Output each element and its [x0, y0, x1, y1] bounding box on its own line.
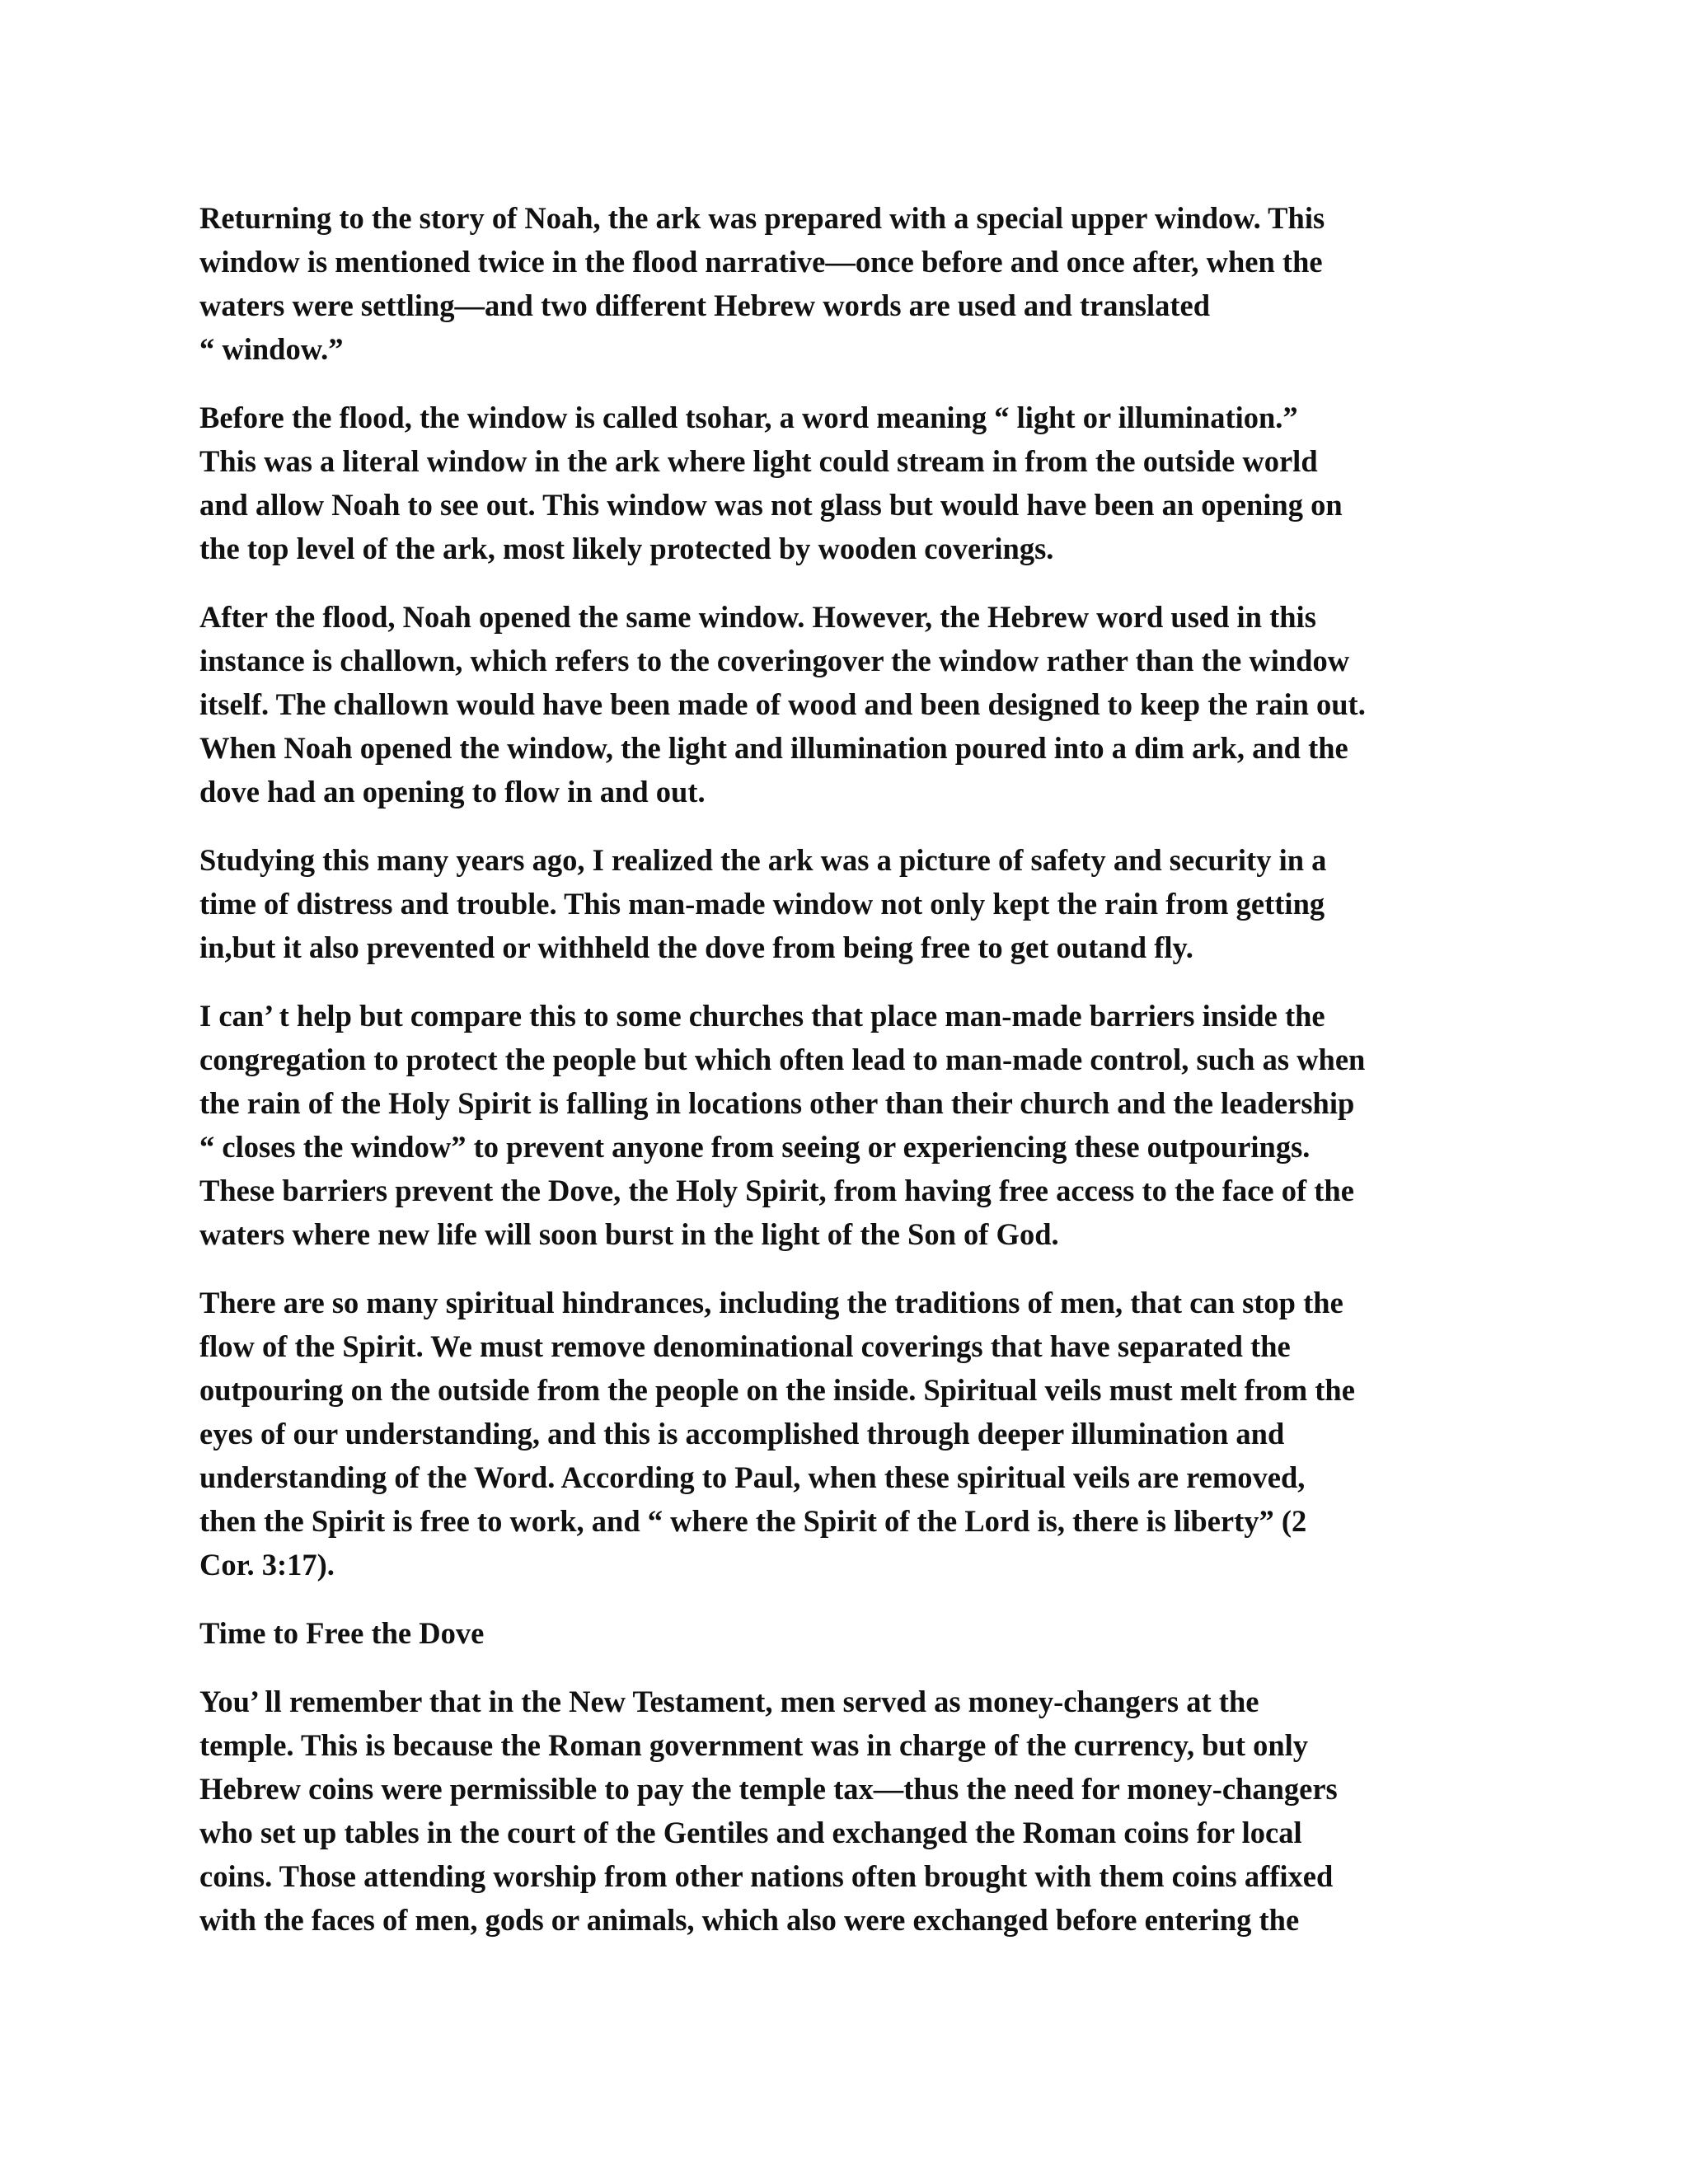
text-line: the rain of the Holy Spirit is falling in locations other than their church and the leadership: [199, 1086, 1355, 1120]
text-line: These barriers prevent the Dove, the Holy Spirit, from having free access to the face of the: [199, 1174, 1354, 1207]
text-line: After the flood, Noah opened the same window. However, the Hebrew word used in this: [199, 600, 1316, 634]
text-line: instance is challown, which refers to the coveringover the window rather than the window: [199, 644, 1350, 677]
text-line: Hebrew coins were permissible to pay the temple tax—thus the need for money-changers: [199, 1772, 1338, 1806]
text-line: eyes of our understanding, and this is accomplished through deeper illumination and: [199, 1417, 1285, 1451]
text-line: who set up tables in the court of the Gentiles and exchanged the Roman coins for local: [199, 1816, 1302, 1849]
text-line: Cor. 3:17).: [199, 1548, 335, 1582]
paragraph-hindrances: [199, 1281, 1485, 1586]
text-line: “ window.”: [199, 332, 344, 366]
text-line: “ closes the window” to prevent anyone from seeing or experiencing these outpourings.: [199, 1130, 1311, 1164]
text-line: When Noah opened the window, the light and illumination poured into a dim ark, and the: [199, 731, 1348, 765]
text-line: coins. Those attending worship from other nations often brought with them coins affixed: [199, 1859, 1334, 1893]
text-line: outpouring on the outside from the people on the inside. Spiritual veils must melt from the: [199, 1373, 1355, 1407]
text-line: with the faces of men, gods or animals, which also were exchanged before entering the: [199, 1903, 1300, 1937]
text-line: then the Spirit is free to work, and “ where the Spirit of the Lord is, there is liberty” (2: [199, 1504, 1307, 1538]
text-line: and allow Noah to see out. This window was not glass but would have been an opening on: [199, 488, 1343, 522]
text-line: in,but it also prevented or withheld the dove from being free to get outand fly.: [199, 930, 1193, 964]
paragraph-upper-window: [199, 196, 1485, 371]
text-line: Studying this many years ago, I realized the ark was a picture of safety and security in a: [199, 843, 1327, 877]
paragraph-money-changers: [199, 1680, 1485, 1942]
text-line: temple. This is because the Roman government was in charge of the currency, but only: [199, 1728, 1309, 1762]
paragraph-tsohar: [199, 396, 1485, 570]
text-line: You’ ll remember that in the New Testament, men served as money-changers at the: [199, 1685, 1259, 1718]
text-line: dove had an opening to flow in and out.: [199, 775, 706, 808]
text-line: This was a literal window in the ark where light could stream in from the outside world: [199, 444, 1318, 478]
text-line: Before the flood, the window is called tsohar, a word meaning “ light or illumination.”: [199, 401, 1298, 434]
paragraph-churches: [199, 994, 1485, 1256]
text-line: There are so many spiritual hindrances, including the traditions of men, that can stop the: [199, 1286, 1343, 1319]
text-line: flow of the Spirit. We must remove denominational coverings that have separated the: [199, 1329, 1291, 1363]
paragraph-safety: [199, 838, 1485, 969]
page-content: [199, 196, 1485, 1966]
text-line: waters were settling—and two different Hebrew words are used and translated: [199, 288, 1211, 322]
text-line: time of distress and trouble. This man-made window not only kept the rain from getting: [199, 887, 1325, 921]
text-line: the top level of the ark, most likely protected by wooden coverings.: [199, 532, 1054, 565]
text-line: I can’ t help but compare this to some churches that place man-made barriers inside the: [199, 999, 1325, 1033]
paragraph-challown: [199, 595, 1485, 813]
text-line: waters where new life will soon burst in the light of the Son of God.: [199, 1217, 1059, 1251]
text-line: congregation to protect the people but which often lead to man-made control, such as when: [199, 1043, 1366, 1076]
section-heading: Time to Free the Dove: [199, 1616, 485, 1650]
text-line: itself. The challown would have been made of wood and been designed to keep the rain out.: [199, 687, 1366, 721]
text-line: understanding of the Word. According to Paul, when these spiritual veils are removed,: [199, 1460, 1306, 1494]
text-line: Returning to the story of Noah, the ark was prepared with a special upper window. This: [199, 201, 1325, 235]
text-line: window is mentioned twice in the flood narrative—once before and once after, when the: [199, 245, 1323, 279]
